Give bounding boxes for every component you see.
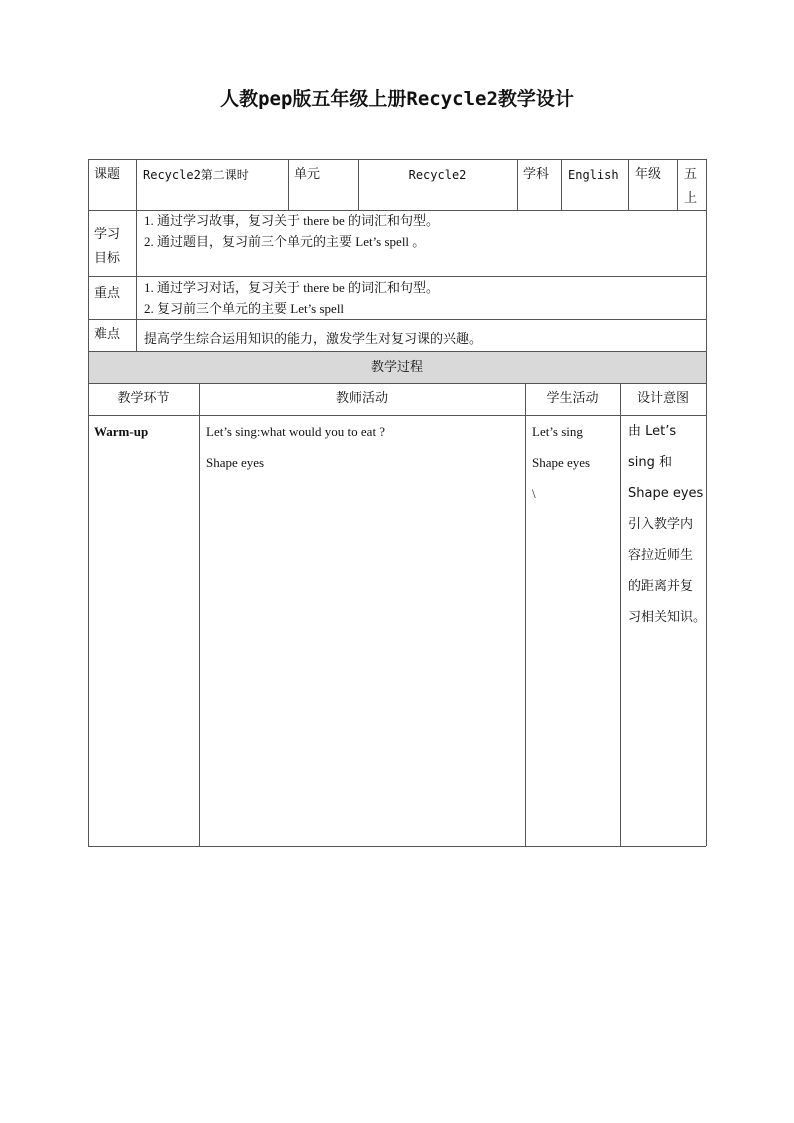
process-header: 教学过程 [370,360,423,375]
rule [88,383,706,384]
rule [88,319,706,320]
rule [88,415,706,416]
subject-value: English [568,168,619,182]
difficulties-text: 提高学生综合运用知识的能力，激发学生对复习课的兴趣。 [144,331,483,346]
rule [706,159,707,846]
stage-warm-up: Warm-up [94,424,149,439]
rule [517,159,518,210]
rule [88,159,706,160]
design-intent-line: 习相关知识。 [628,610,707,625]
design-intent-line: sing 和 [628,455,673,470]
rule [199,383,200,846]
column-header-teacher: 教师活动 [335,391,388,406]
rule [677,159,678,210]
grade-value-line2: 上 [684,191,698,206]
topic-value: Recycle2第二课时 [143,168,249,182]
unit-label: 单元 [294,167,321,182]
teacher-activity-line: Let’s sing:what would you to eat ? [206,424,386,439]
objective-item: 2. 通过题目，复习前三个单元的主要 Let’s spell 。 [144,234,426,249]
grade-value-line1: 五 [684,167,698,182]
difficulties-label: 难点 [94,327,121,342]
rule [88,210,706,211]
design-intent-line: 容拉近师生 [628,548,694,563]
objectives-label-line1: 学习 [94,227,121,242]
key-points-label: 重点 [94,286,121,301]
design-intent-line: 由 Let’s [628,424,677,439]
design-intent-line: Shape eyes [628,486,704,501]
rule [88,846,706,847]
rule [88,159,89,846]
key-point-item: 2. 复习前三个单元的主要 Let’s spell [144,301,345,316]
rule [288,159,289,210]
rule [525,383,526,846]
design-intent-line: 的距离并复 [628,579,694,594]
column-header-intent: 设计意图 [636,391,689,406]
rule [136,159,137,351]
teacher-activity-line: Shape eyes [206,455,265,470]
rule [620,383,621,846]
student-activity-line: \ [532,486,536,501]
key-point-item: 1. 通过学习对话，复习关于 there be 的词汇和句型。 [144,280,440,295]
rule [88,276,706,277]
unit-value: Recycle2 [408,168,467,182]
student-activity-line: Shape eyes [532,455,591,470]
rule [561,159,562,210]
column-header-student: 学生活动 [546,391,599,406]
objectives-label-line2: 目标 [94,251,121,266]
document-title: 人教pep版五年级上册Recycle2教学设计 [220,88,574,110]
grade-label: 年级 [635,167,662,182]
rule [628,159,629,210]
column-header-stage: 教学环节 [117,391,170,406]
student-activity-line: Let’s sing [532,424,583,439]
rule [88,351,706,352]
subject-label: 学科 [523,167,550,182]
objective-item: 1. 通过学习故事，复习关于 there be 的词汇和句型。 [144,213,440,228]
topic-label: 课题 [94,167,121,182]
design-intent-line: 引入教学内 [628,517,694,532]
